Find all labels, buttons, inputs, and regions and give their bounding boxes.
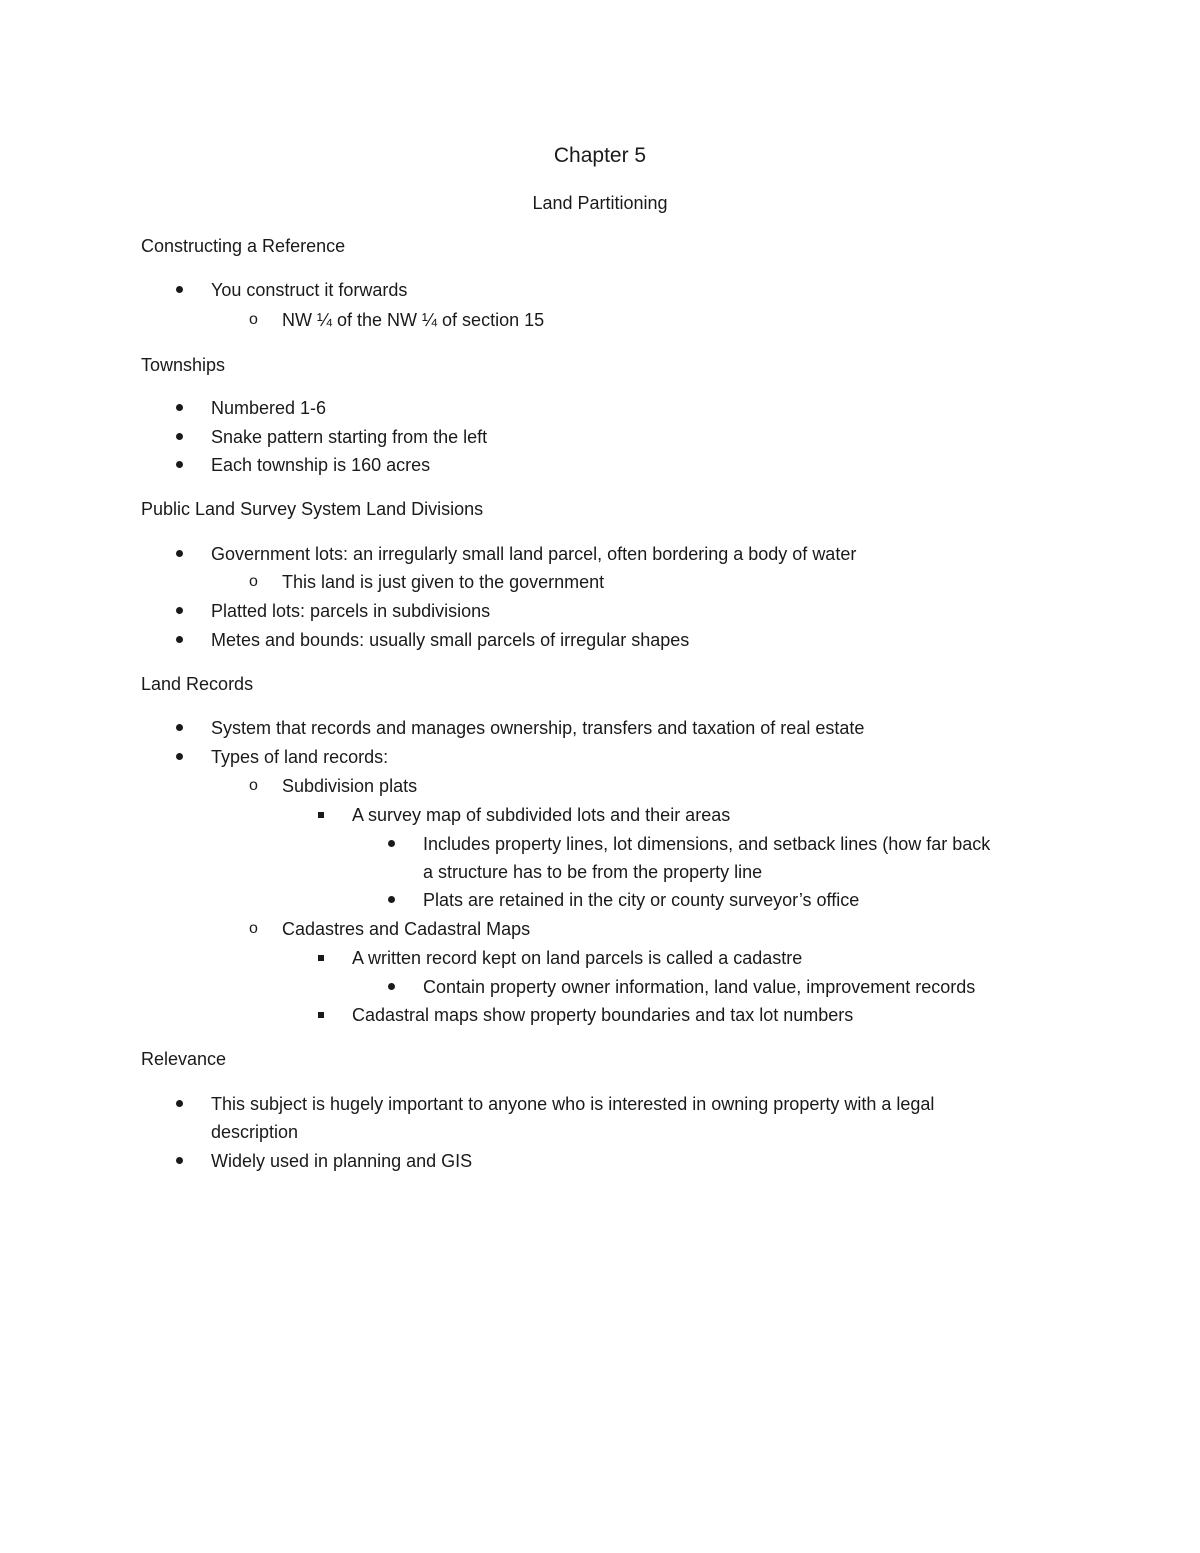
bullet-dot-icon (176, 753, 183, 760)
document-subtitle: Land Partitioning (532, 193, 668, 213)
list-item: Cadastral maps show property boundaries and tax lot numbers (352, 1005, 854, 1025)
section-heading: Constructing a Reference (141, 236, 346, 256)
section-heading: Relevance (141, 1049, 227, 1069)
list-item: Plats are retained in the city or county surveyor’s office (423, 890, 860, 910)
bullet-circle-icon: o (249, 573, 258, 590)
list-item: Cadastres and Cadastral Maps (282, 919, 531, 939)
bullet-dot-icon (176, 1157, 183, 1164)
section-heading: Land Records (141, 674, 254, 694)
list-item: This land is just given to the government (282, 572, 605, 592)
bullet-dot-icon (176, 404, 183, 411)
section-heading: Townships (141, 355, 226, 375)
list-item: This subject is hugely important to anyone who is interested in owning property with a legal (211, 1094, 935, 1114)
list-item: NW ¼ of the NW ¼ of section 15 (282, 310, 545, 330)
list-item: Subdivision plats (282, 776, 418, 796)
list-item-continuation: a structure has to be from the property line (423, 862, 763, 882)
bullet-dot-icon (176, 433, 183, 440)
list-item: Each township is 160 acres (211, 455, 431, 475)
bullet-dot-icon (176, 607, 183, 614)
bullet-dot-icon (176, 461, 183, 468)
bullet-circle-icon: o (249, 311, 258, 328)
bullet-dot-icon (176, 550, 183, 557)
bullet-dot-icon (388, 983, 395, 990)
section-heading: Public Land Survey System Land Divisions (141, 499, 484, 519)
bullet-dot-icon (388, 840, 395, 847)
list-item: Numbered 1-6 (211, 398, 327, 418)
list-item: Contain property owner information, land value, improvement records (423, 977, 976, 997)
document-title: Chapter 5 (553, 144, 647, 167)
list-item-continuation: description (211, 1122, 299, 1142)
list-item: A survey map of subdivided lots and their areas (352, 805, 731, 825)
bullet-dot-icon (176, 724, 183, 731)
bullet-dot-icon (176, 286, 183, 293)
list-item: Types of land records: (211, 747, 389, 767)
bullet-square-icon (318, 1012, 324, 1018)
list-item: Snake pattern starting from the left (211, 427, 488, 447)
list-item: Metes and bounds: usually small parcels of irregular shapes (211, 630, 690, 650)
list-item: Includes property lines, lot dimensions, and setback lines (how far back (423, 834, 991, 854)
list-item: Government lots: an irregularly small land parcel, often bordering a body of water (211, 544, 857, 564)
bullet-square-icon (318, 955, 324, 961)
list-item: You construct it forwards (211, 280, 408, 300)
bullet-circle-icon: o (249, 777, 258, 794)
list-item: Widely used in planning and GIS (211, 1151, 473, 1171)
bullet-dot-icon (176, 636, 183, 643)
bullet-dot-icon (388, 896, 395, 903)
list-item: System that records and manages ownership, transfers and taxation of real estate (211, 718, 865, 738)
bullet-square-icon (318, 812, 324, 818)
list-item: Platted lots: parcels in subdivisions (211, 601, 491, 621)
bullet-dot-icon (176, 1100, 183, 1107)
list-item: A written record kept on land parcels is called a cadastre (352, 948, 803, 968)
bullet-circle-icon: o (249, 920, 258, 937)
